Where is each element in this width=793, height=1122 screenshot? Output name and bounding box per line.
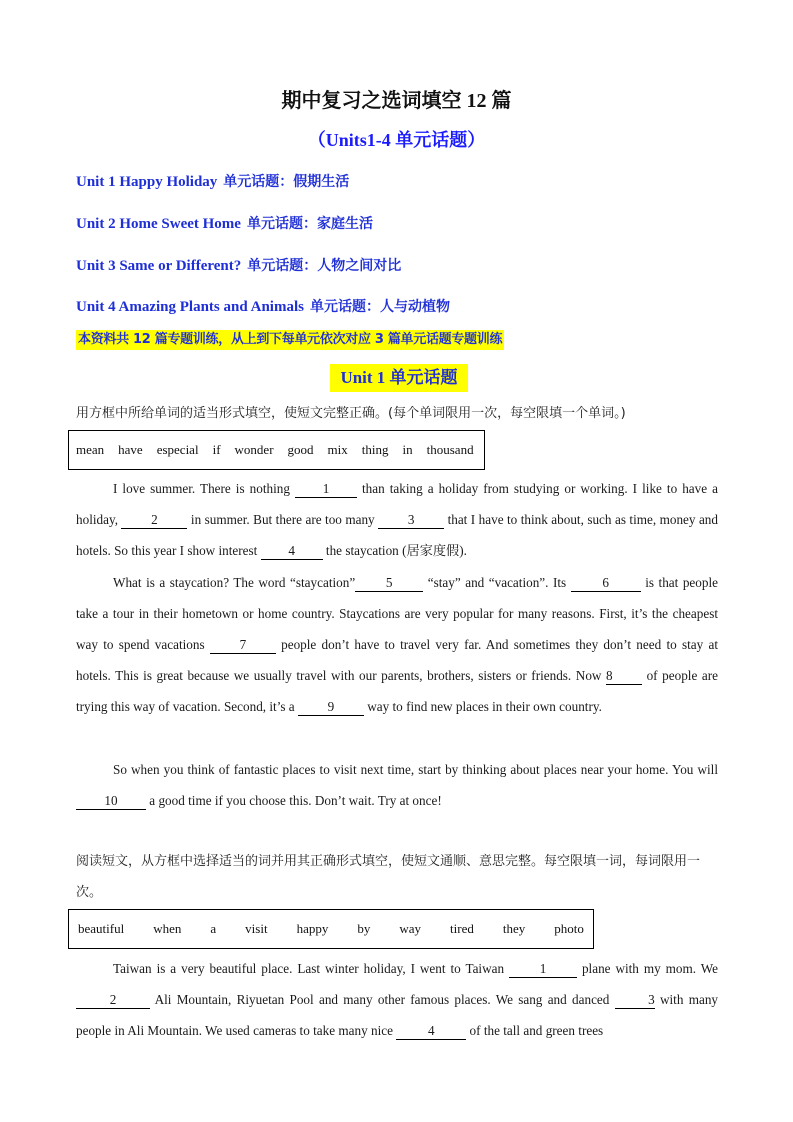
document-title: 期中复习之选词填空 12 篇 bbox=[281, 90, 512, 112]
unit-1-line bbox=[76, 171, 349, 191]
blank-3[interactable]: 3 bbox=[615, 992, 655, 1009]
blank-4[interactable]: 4 bbox=[396, 1023, 466, 1040]
exercise-1-word-box bbox=[68, 430, 485, 470]
word-box-item: they bbox=[502, 921, 526, 936]
exercise-2-paragraph-1 bbox=[76, 953, 718, 1046]
blank-1[interactable]: 1 bbox=[295, 481, 357, 498]
unit-3-name: Unit 3 Same or Different? bbox=[76, 258, 242, 274]
passage-text: with many people in Ali Mountain. We used cameras to take many nice bbox=[76, 992, 719, 1038]
blank-9[interactable]: 9 bbox=[298, 699, 364, 716]
passage-text: in summer. But there are too many bbox=[187, 512, 379, 527]
passage-text: Ali Mountain, Riyuetan Pool and many other famous places. We sang and danced bbox=[150, 992, 615, 1007]
word-box-item: good bbox=[287, 442, 314, 457]
word-box-item: photo bbox=[554, 921, 584, 936]
blank-10[interactable]: 10 bbox=[76, 793, 146, 810]
unit-2-topic: 单元话题：家庭生活 bbox=[246, 216, 373, 232]
passage-text: a good time if you choose this. Don’t wait. Try at once! bbox=[146, 793, 442, 808]
word-box-item: tired bbox=[450, 921, 474, 936]
exercise-1-paragraph-2 bbox=[76, 567, 718, 722]
word-box-item: visit bbox=[245, 921, 268, 936]
passage-text: way to find new places in their own country. bbox=[363, 699, 602, 714]
blank-2[interactable]: 2 bbox=[76, 992, 150, 1009]
passage-text: than taking a holiday from studying or working. I like to have a holiday, bbox=[76, 481, 719, 527]
blank-2[interactable]: 2 bbox=[121, 512, 187, 529]
exercise-1-paragraph-1 bbox=[76, 473, 718, 566]
blank-7[interactable]: 7 bbox=[210, 637, 276, 654]
passage-text: people don’t have to travel very far. And sometimes they don’t need to stay at hotels. This is great because we usually travel with our parents, brothers, sisters or friends. Now bbox=[76, 637, 718, 683]
passage-text: “stay” and “vacation”. Its bbox=[423, 575, 571, 590]
unit-2-line bbox=[76, 213, 373, 233]
word-box-item: wonder bbox=[234, 442, 274, 457]
passage-text: of the tall and green trees bbox=[466, 1023, 604, 1038]
unit-4-name: Unit 4 Amazing Plants and Animals bbox=[76, 299, 304, 315]
word-box-item: have bbox=[118, 442, 143, 457]
word-box-item: thousand bbox=[426, 442, 474, 457]
blank-1[interactable]: 1 bbox=[509, 961, 577, 978]
passage-text: of people are trying this way of vacation. Second, it’s a bbox=[76, 668, 718, 714]
passage-text: that I have to think about, such as time, money and hotels. So this year I show interest bbox=[76, 512, 718, 558]
passage-text: is that people take a tour in their hometown or home country. Staycations are very popular for many reasons. First, it’s the cheapest way to spend vacations bbox=[76, 575, 718, 652]
word-box-item: beautiful bbox=[78, 921, 125, 936]
blank-8[interactable]: 8 bbox=[606, 668, 642, 685]
word-box-item: in bbox=[402, 442, 413, 457]
passage-text: the staycation (居家度假). bbox=[322, 543, 467, 558]
unit-2-name: Unit 2 Home Sweet Home bbox=[76, 216, 241, 232]
highlighted-note: 本资料共 12 篇专题训练，从上到下每单元依次对应 3 篇单元话题专题训练 bbox=[76, 330, 504, 350]
word-box-item: especial bbox=[156, 442, 199, 457]
exercise-1-instruction: 用方框中所给单词的适当形式填空，使短文完整正确。(每个单词限用一次，每空限填一个单词。) bbox=[76, 406, 626, 421]
passage-text: plane with my mom. We bbox=[577, 961, 718, 976]
blank-6[interactable]: 6 bbox=[571, 575, 641, 592]
word-box-item: mix bbox=[327, 442, 348, 457]
unit-4-topic: 单元话题：人与动植物 bbox=[309, 299, 450, 315]
passage-text: What is a staycation? The word “staycation” bbox=[113, 575, 356, 590]
word-box-item: thing bbox=[361, 442, 389, 457]
blank-3[interactable]: 3 bbox=[378, 512, 444, 529]
exercise-2-word-box bbox=[68, 909, 594, 949]
word-box-item: happy bbox=[296, 921, 329, 936]
section-heading: Unit 1 单元话题 bbox=[330, 364, 468, 392]
blank-5[interactable]: 5 bbox=[355, 575, 423, 592]
exercise-2-instruction: 阅读短文，从方框中选择适当的词并用其正确形式填空，使短文通顺、意思完整。每空限填一词，每词限用一次。 bbox=[76, 854, 701, 900]
unit-3-line bbox=[76, 255, 401, 275]
unit-1-name: Unit 1 Happy Holiday bbox=[76, 174, 218, 190]
passage-text: So when you think of fantastic places to visit next time, start by thinking about places near your home. You will bbox=[113, 762, 718, 777]
word-box-item: when bbox=[153, 921, 182, 936]
unit-3-topic: 单元话题：人物之间对比 bbox=[247, 258, 402, 274]
exercise-1-paragraph-3 bbox=[76, 754, 718, 816]
passage-text: Taiwan is a very beautiful place. Last winter holiday, I went to Taiwan bbox=[113, 961, 510, 976]
word-box-item: a bbox=[210, 921, 217, 936]
blank-4[interactable]: 4 bbox=[261, 543, 323, 560]
word-box-item: if bbox=[212, 442, 221, 457]
word-box-item: mean bbox=[76, 442, 105, 457]
word-box-item: by bbox=[357, 921, 371, 936]
unit-4-line bbox=[76, 296, 450, 316]
unit-1-topic: 单元话题：假期生活 bbox=[223, 174, 350, 190]
passage-text: I love summer. There is nothing bbox=[113, 481, 295, 496]
word-box-item: way bbox=[399, 921, 422, 936]
document-subtitle: （Units1-4 单元话题） bbox=[307, 130, 486, 150]
